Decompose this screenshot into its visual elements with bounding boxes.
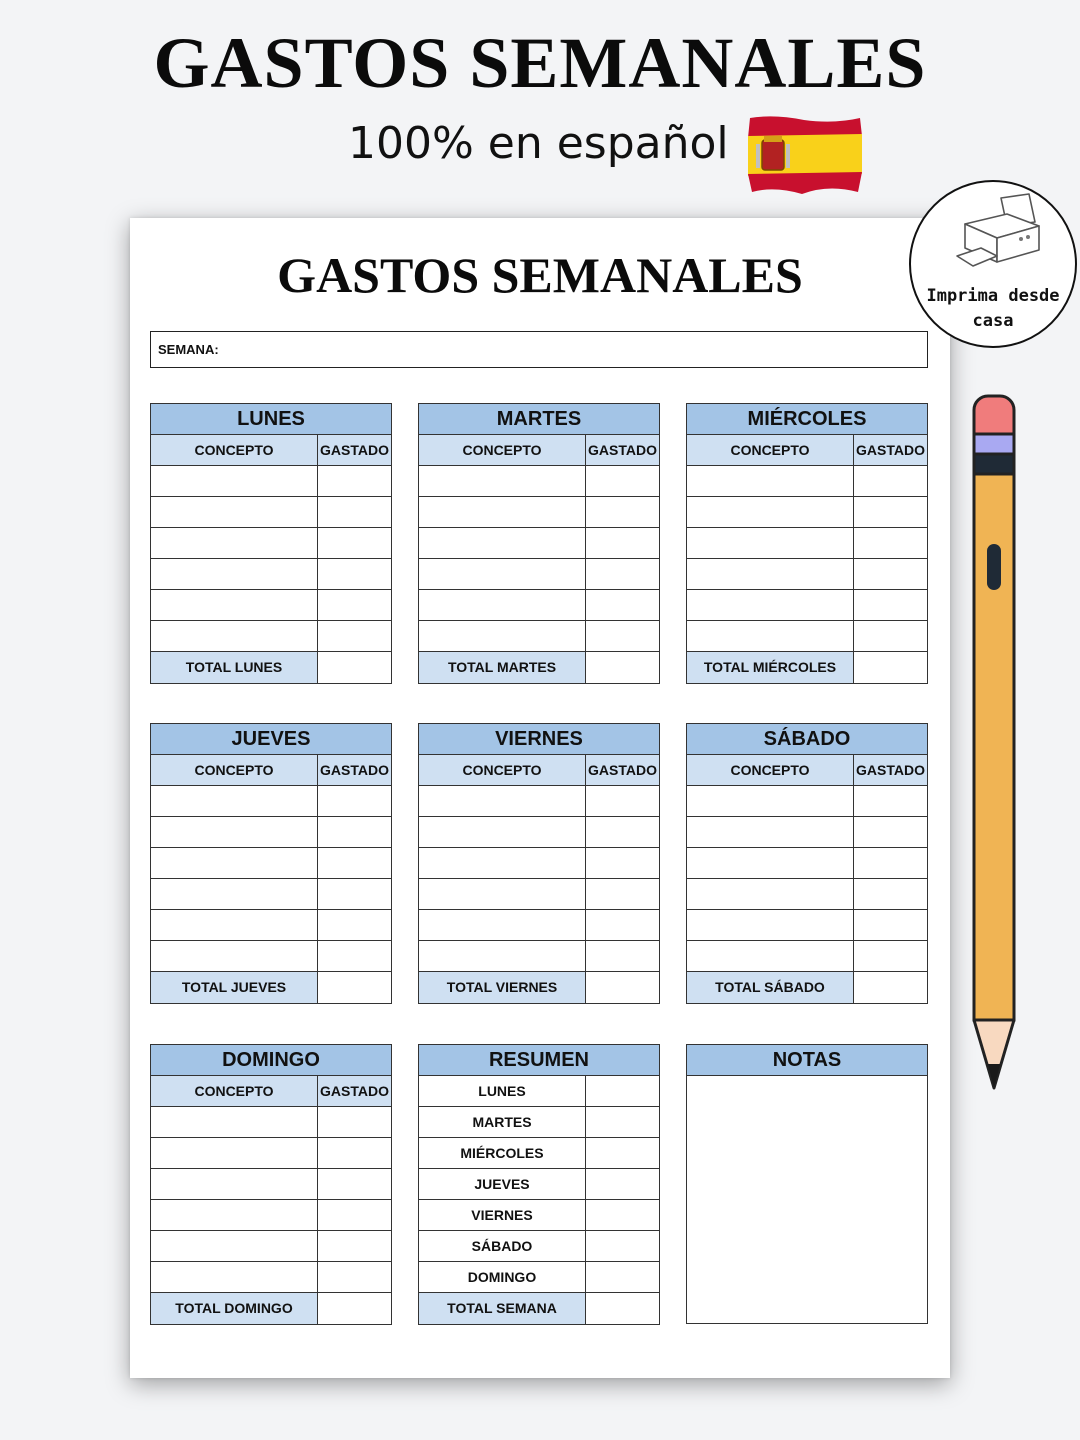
total-label: TOTAL LUNES <box>151 652 318 683</box>
day-title: JUEVES <box>151 724 391 755</box>
day-table-sabado <box>686 723 928 1004</box>
spent-header: GASTADO <box>586 435 659 465</box>
day-title: SÁBADO <box>687 724 927 755</box>
table-row[interactable] <box>419 910 659 941</box>
concept-header: CONCEPTO <box>151 755 318 785</box>
concept-header: CONCEPTO <box>419 435 586 465</box>
table-row[interactable] <box>687 466 927 497</box>
summary-table <box>418 1044 660 1325</box>
week-field[interactable] <box>150 331 928 368</box>
summary-title: RESUMEN <box>419 1045 659 1076</box>
notes-title: NOTAS <box>687 1045 927 1076</box>
spent-header: GASTADO <box>854 755 927 785</box>
summary-row[interactable]: LUNES <box>419 1076 659 1107</box>
table-row[interactable] <box>419 817 659 848</box>
table-row[interactable] <box>151 941 391 972</box>
day-title: MIÉRCOLES <box>687 404 927 435</box>
summary-row[interactable]: MIÉRCOLES <box>419 1138 659 1169</box>
table-row[interactable] <box>151 528 391 559</box>
spain-flag-icon <box>744 114 866 196</box>
notes-box <box>686 1044 928 1324</box>
concept-header: CONCEPTO <box>419 755 586 785</box>
total-value-cell[interactable] <box>318 1293 391 1324</box>
summary-row[interactable]: VIERNES <box>419 1200 659 1231</box>
day-table-miercoles <box>686 403 928 684</box>
summary-row[interactable]: MARTES <box>419 1107 659 1138</box>
table-row[interactable] <box>151 848 391 879</box>
page-title: GASTOS SEMANALES <box>153 23 927 103</box>
total-value-cell[interactable] <box>318 652 391 683</box>
concept-header: CONCEPTO <box>687 435 854 465</box>
table-row[interactable] <box>687 879 927 910</box>
table-row[interactable] <box>687 910 927 941</box>
sheet-title: GASTOS SEMANALES <box>277 247 803 303</box>
table-row[interactable] <box>687 941 927 972</box>
table-row[interactable] <box>687 497 927 528</box>
day-table-lunes <box>150 403 392 684</box>
summary-row[interactable]: JUEVES <box>419 1169 659 1200</box>
day-title: DOMINGO <box>151 1045 391 1076</box>
table-row[interactable] <box>151 559 391 590</box>
table-row[interactable] <box>151 1231 391 1262</box>
total-value-cell[interactable] <box>586 652 659 683</box>
pencil-icon <box>966 388 1022 1094</box>
day-title: VIERNES <box>419 724 659 755</box>
spent-header: GASTADO <box>854 435 927 465</box>
total-week-cell[interactable] <box>586 1293 659 1324</box>
total-value-cell[interactable] <box>318 972 391 1003</box>
table-row[interactable] <box>151 621 391 652</box>
summary-row[interactable]: DOMINGO <box>419 1262 659 1293</box>
table-row[interactable] <box>687 786 927 817</box>
total-value-cell[interactable] <box>854 972 927 1003</box>
total-label: TOTAL MIÉRCOLES <box>687 652 854 683</box>
total-label: TOTAL VIERNES <box>419 972 586 1003</box>
spent-header: GASTADO <box>318 1076 391 1106</box>
concept-header: CONCEPTO <box>687 755 854 785</box>
table-row[interactable] <box>419 590 659 621</box>
summary-row[interactable]: SÁBADO <box>419 1231 659 1262</box>
week-label: SEMANA: <box>158 342 219 357</box>
table-row[interactable] <box>151 1262 391 1293</box>
badge-line-1: Imprima desde <box>926 286 1060 306</box>
table-row[interactable] <box>419 941 659 972</box>
expense-sheet <box>130 218 950 1378</box>
table-row[interactable] <box>687 590 927 621</box>
table-row[interactable] <box>151 497 391 528</box>
table-row[interactable] <box>419 621 659 652</box>
total-week-label: TOTAL SEMANA <box>419 1293 586 1324</box>
table-row[interactable] <box>151 1138 391 1169</box>
notes-area[interactable] <box>687 1076 927 1323</box>
table-row[interactable] <box>419 786 659 817</box>
subtitle: 100% en español <box>348 118 729 169</box>
table-row[interactable] <box>151 590 391 621</box>
total-label: TOTAL SÁBADO <box>687 972 854 1003</box>
concept-header: CONCEPTO <box>151 1076 318 1106</box>
total-value-cell[interactable] <box>854 652 927 683</box>
day-table-martes <box>418 403 660 684</box>
table-row[interactable] <box>687 621 927 652</box>
total-value-cell[interactable] <box>586 972 659 1003</box>
table-row[interactable] <box>419 497 659 528</box>
day-title: MARTES <box>419 404 659 435</box>
table-row[interactable] <box>151 786 391 817</box>
total-label: TOTAL MARTES <box>419 652 586 683</box>
spent-header: GASTADO <box>586 755 659 785</box>
table-row[interactable] <box>419 848 659 879</box>
table-row[interactable] <box>151 817 391 848</box>
table-row[interactable] <box>687 528 927 559</box>
table-row[interactable] <box>151 1107 391 1138</box>
total-label: TOTAL JUEVES <box>151 972 318 1003</box>
badge-line-2: casa <box>972 311 1014 331</box>
print-at-home-badge <box>909 180 1077 348</box>
spent-header: GASTADO <box>318 755 391 785</box>
printer-icon <box>951 192 1043 274</box>
table-row[interactable] <box>151 1200 391 1231</box>
table-row[interactable] <box>151 466 391 497</box>
table-row[interactable] <box>419 528 659 559</box>
table-row[interactable] <box>687 559 927 590</box>
table-row[interactable] <box>151 910 391 941</box>
concept-header: CONCEPTO <box>151 435 318 465</box>
table-row[interactable] <box>151 1169 391 1200</box>
table-row[interactable] <box>687 848 927 879</box>
table-row[interactable] <box>419 466 659 497</box>
table-row[interactable] <box>419 879 659 910</box>
table-row[interactable] <box>151 879 391 910</box>
day-table-domingo <box>150 1044 392 1325</box>
total-label: TOTAL DOMINGO <box>151 1293 318 1324</box>
table-row[interactable] <box>419 559 659 590</box>
table-row[interactable] <box>687 817 927 848</box>
day-title: LUNES <box>151 404 391 435</box>
day-table-viernes <box>418 723 660 1004</box>
spent-header: GASTADO <box>318 435 391 465</box>
day-table-jueves <box>150 723 392 1004</box>
